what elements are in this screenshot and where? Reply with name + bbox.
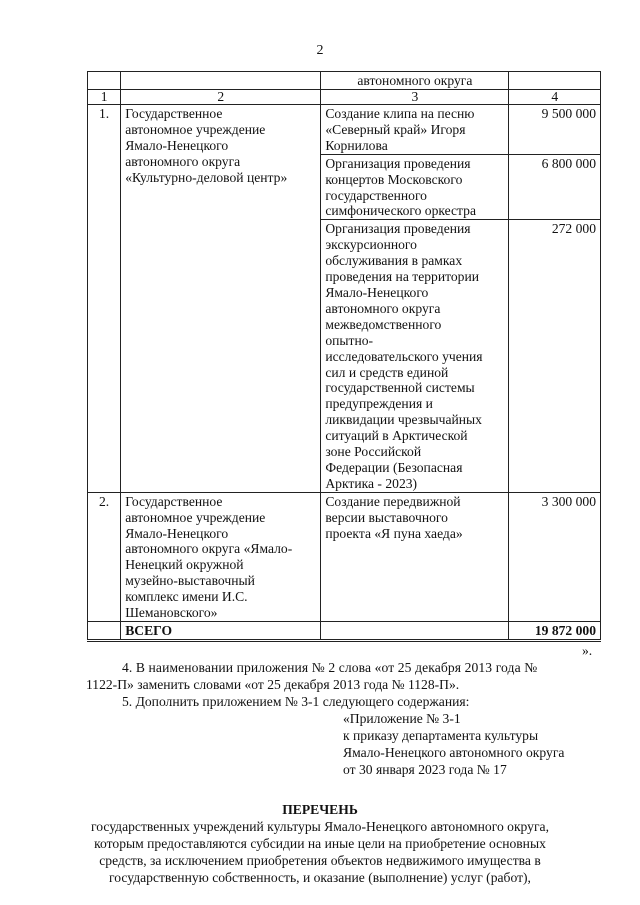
appendix-line-2: к приказу департамента культуры	[343, 728, 539, 743]
closing-quote: ».	[582, 643, 593, 658]
purpose-cell	[321, 220, 509, 492]
purpose-line: Арктика - 2023)	[325, 475, 418, 491]
org-line: Ямало-Ненецкого	[125, 525, 229, 541]
row-number: 2.	[88, 492, 121, 621]
purpose-line: исследовательского учения	[325, 348, 483, 364]
header-col-1: 1	[88, 90, 121, 105]
purpose-line: симфонического оркестра	[325, 203, 476, 219]
description-line: государственных учреждений культуры Ямало-Ненецкого автономного округа,	[91, 819, 549, 834]
purpose-line: ситуаций в Арктической	[325, 428, 468, 444]
org-line: Ямало-Ненецкого	[125, 137, 229, 153]
header-col-2: 2	[121, 90, 321, 105]
purpose-line: предупреждения и	[325, 396, 433, 412]
purpose-line: автономного округа	[325, 300, 441, 316]
purpose-line: Создание передвижной	[325, 493, 461, 509]
org-line: автономного округа «Ямало-	[125, 541, 293, 557]
purpose-line: проекта «Я пуна хаеда»	[325, 525, 463, 541]
table-header-row	[88, 90, 601, 105]
amount-cell: 6 800 000	[509, 154, 601, 220]
organization-cell	[121, 492, 321, 621]
table-row	[88, 492, 601, 621]
amount-cell: 3 300 000	[509, 492, 601, 621]
paragraph-5: 5. Дополнить приложением № 3-1 следующего содержания:	[122, 694, 470, 709]
description-line: средств, за исключением приобретения объектов недвижимого имущества в	[99, 853, 541, 868]
purpose-line: Создание клипа на песню	[325, 106, 475, 121]
page-number: 2	[316, 43, 324, 58]
purpose-line: обслуживания в рамках	[325, 253, 463, 269]
purpose-cell	[321, 492, 509, 621]
header-col-4: 4	[509, 90, 601, 105]
continuation-cell: автономного округа	[321, 72, 509, 90]
description-line: государственную собственность, и оказание (выполнение) услуг (работ),	[109, 870, 531, 885]
total-label: ВСЕГО	[121, 622, 321, 641]
org-line: Государственное	[125, 106, 223, 121]
paragraph-4-line-2: 1122-П» заменить словами «от 25 декабря 2013 года № 1128-П».	[86, 677, 460, 692]
org-line: Шемановского»	[125, 605, 218, 621]
organization-cell	[121, 105, 321, 493]
purpose-line: ликвидации чрезвычайных	[325, 412, 482, 428]
amount-cell: 9 500 000	[509, 105, 601, 155]
org-line: Ненецкий окружной	[125, 557, 244, 573]
purpose-line: Организация проведения	[325, 221, 471, 237]
amount-cell: 272 000	[509, 220, 601, 492]
purpose-line: версии выставочного	[325, 509, 448, 525]
total-row	[88, 622, 601, 641]
appendix-line-3: Ямало-Ненецкого автономного округа	[343, 745, 565, 760]
purpose-line: зоне Российской	[325, 444, 422, 460]
org-line: комплекс имени И.С.	[125, 589, 248, 605]
org-line: музейно-выставочный	[125, 573, 255, 589]
purpose-cell	[321, 154, 509, 220]
org-line: автономного округа	[125, 153, 241, 169]
purpose-line: концертов Московского	[325, 171, 463, 187]
org-line: Государственное	[125, 493, 223, 509]
org-line: автономное учреждение	[125, 509, 266, 525]
subsidy-table	[87, 71, 601, 642]
purpose-cell	[321, 105, 509, 155]
purpose-line: государственного	[325, 187, 427, 203]
purpose-line: «Северный край» Игоря	[325, 121, 466, 137]
row-number: 1.	[88, 105, 121, 493]
header-col-3: 3	[321, 90, 509, 105]
list-heading: ПЕРЕЧЕНЬ	[282, 802, 358, 817]
purpose-line: Организация проведения	[325, 155, 471, 171]
description-line: которым предоставляются субсидии на иные цели на приобретение основных	[94, 836, 546, 851]
appendix-line-4: от 30 января 2023 года № 17	[343, 762, 507, 777]
table-continuation-row	[88, 72, 601, 90]
purpose-line: экскурсионного	[325, 237, 417, 253]
purpose-line: межведомственного	[325, 316, 442, 332]
purpose-line: государственной системы	[325, 380, 475, 396]
table-row	[88, 105, 601, 155]
purpose-line: Федерации (Безопасная	[325, 459, 463, 475]
total-amount: 19 872 000	[509, 622, 601, 641]
purpose-line: опытно-	[325, 332, 374, 348]
org-line: автономное учреждение	[125, 121, 266, 137]
purpose-line: сил и средств единой	[325, 364, 449, 380]
purpose-line: Корнилова	[325, 137, 388, 153]
paragraph-4-line-1: 4. В наименовании приложения № 2 слова «от 25 декабря 2013 года №	[122, 660, 538, 675]
purpose-line: проведения на территории	[325, 269, 480, 285]
appendix-line-1: «Приложение № 3-1	[343, 711, 461, 726]
org-line: «Культурно-деловой центр»	[125, 169, 288, 185]
purpose-line: Ямало-Ненецкого	[325, 284, 429, 300]
